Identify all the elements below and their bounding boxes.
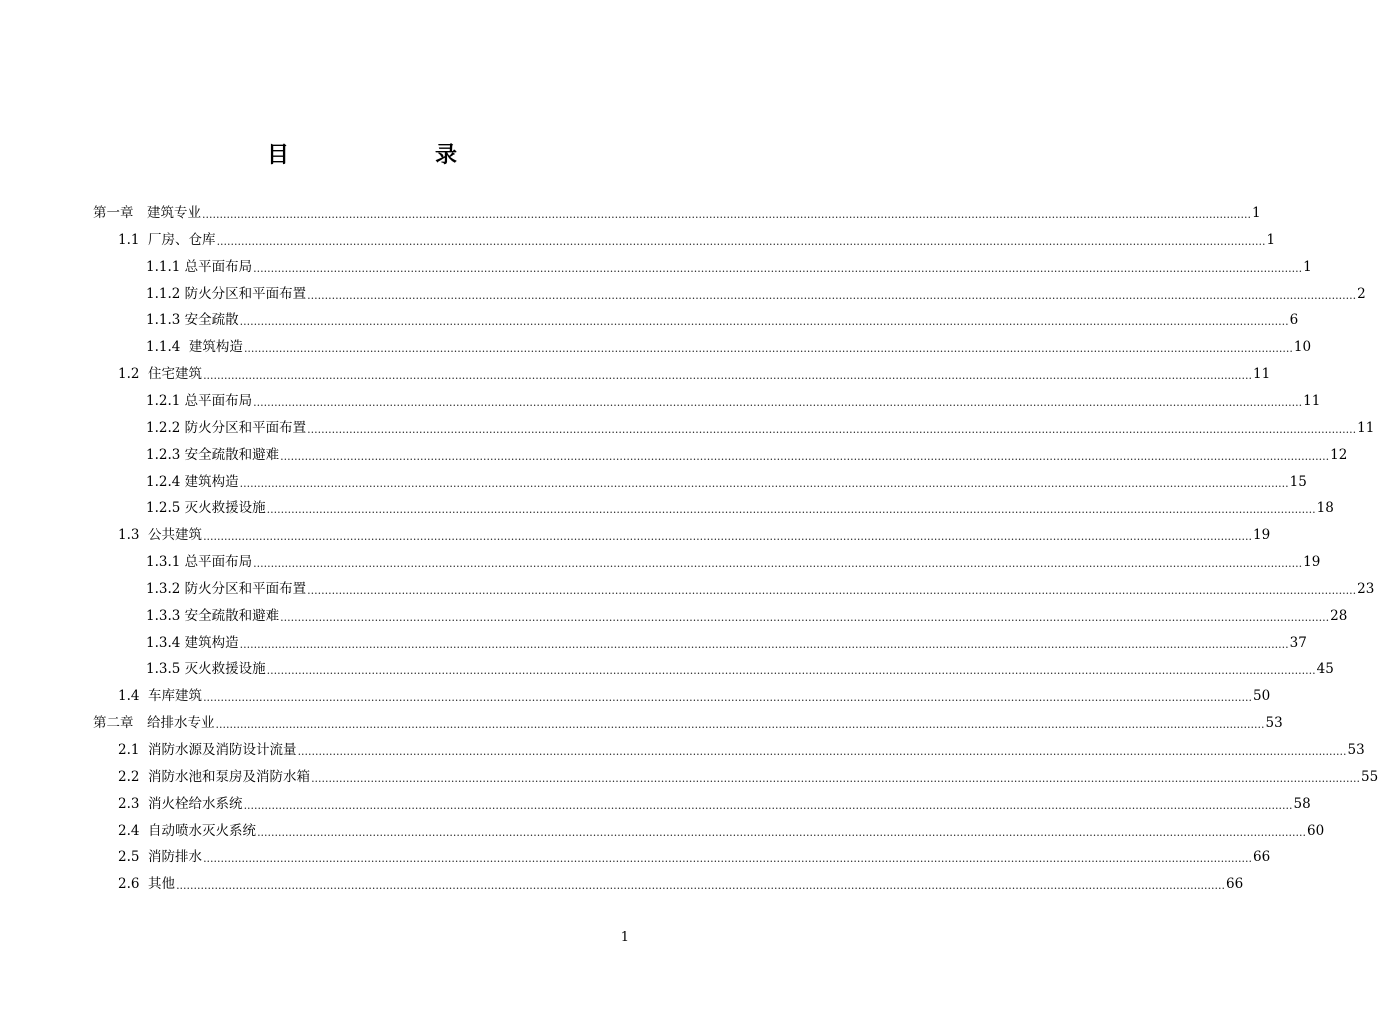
toc-leader-dots: ............................................................................................................................................................................................................................................................................................................ bbox=[203, 852, 1253, 866]
toc-entry-label: 1.1 厂房、仓库 bbox=[118, 231, 216, 248]
toc-leader-dots: ............................................................................................................................................................................................................................................................................................................ bbox=[307, 583, 1357, 597]
toc-entry[interactable] bbox=[146, 442, 1348, 464]
toc-entry-page: 23 bbox=[1357, 580, 1375, 597]
toc-entry[interactable] bbox=[146, 495, 1334, 517]
page-title: 目 录 bbox=[266, 142, 491, 168]
toc-leader-dots: ............................................................................................................................................................................................................................................................................................................ bbox=[203, 530, 1253, 544]
toc-leader-dots: ............................................................................................................................................................................................................................................................................................................ bbox=[266, 664, 1316, 678]
toc-entry-page: 11 bbox=[1357, 419, 1375, 436]
toc-entry-page: 53 bbox=[1265, 715, 1283, 732]
toc-entry[interactable] bbox=[146, 254, 1312, 276]
toc-leader-dots: ............................................................................................................................................................................................................................................................................................................ bbox=[253, 557, 1303, 571]
toc-leader-dots: ............................................................................................................................................................................................................................................................................................................ bbox=[307, 288, 1357, 302]
toc-leader-dots: ............................................................................................................................................................................................................................................................................................................ bbox=[253, 395, 1303, 409]
toc-leader-dots: ............................................................................................................................................................................................................................................................................................................ bbox=[297, 745, 1347, 758]
toc-entry[interactable] bbox=[118, 522, 1271, 544]
toc-entry[interactable] bbox=[146, 549, 1321, 571]
toc-entry-page: 2 bbox=[1357, 285, 1366, 302]
toc-leader-dots: ............................................................................................................................................................................................................................................................................................................ bbox=[280, 610, 1330, 624]
toc-leader-dots: ............................................................................................................................................................................................................................................................................................................ bbox=[243, 798, 1293, 812]
toc-entry-label: 1.2 住宅建筑 bbox=[118, 366, 203, 383]
toc-leader-dots: ............................................................................................................................................................................................................................................................................................................ bbox=[257, 825, 1307, 839]
toc-entry-page: 58 bbox=[1293, 795, 1311, 812]
toc-entry[interactable] bbox=[146, 603, 1348, 625]
toc-leader-dots: ............................................................................................................................................................................................................................................................................................................ bbox=[203, 369, 1253, 383]
toc-entry-page: 19 bbox=[1303, 554, 1321, 571]
toc-leader-dots: ............................................................................................................................................................................................................................................................................................................ bbox=[216, 234, 1266, 248]
toc-entry-page: 15 bbox=[1289, 473, 1307, 490]
toc-entry[interactable] bbox=[118, 227, 1276, 249]
toc-leader-dots: ............................................................................................................................................................................................................................................................................................................ bbox=[202, 208, 1251, 221]
toc-entry[interactable] bbox=[93, 710, 1283, 732]
toc-entry-page: 66 bbox=[1226, 876, 1244, 893]
toc-leader-dots: ............................................................................................................................................................................................................................................................................................................ bbox=[243, 342, 1293, 356]
toc-leader-dots: ............................................................................................................................................................................................................................................................................................................ bbox=[176, 879, 1226, 893]
toc-entry-label: 2.4 自动喷水灭火系统 bbox=[118, 822, 257, 839]
toc-entry-label: 1.3.1 总平面布局 bbox=[146, 554, 253, 571]
toc-leader-dots: ............................................................................................................................................................................................................................................................................................................ bbox=[239, 637, 1289, 651]
toc-leader-dots: ............................................................................................................................................................................................................................................................................................................ bbox=[239, 476, 1289, 490]
toc-entry-page: 28 bbox=[1330, 607, 1348, 624]
page-number: 1 bbox=[620, 930, 629, 945]
toc-leader-dots: ............................................................................................................................................................................................................................................................................................................ bbox=[203, 691, 1253, 705]
toc-entry[interactable] bbox=[146, 469, 1307, 491]
toc-entry[interactable] bbox=[146, 281, 1366, 303]
toc-entry-page: 19 bbox=[1253, 527, 1271, 544]
toc-entry-label: 1.2.4 建筑构造 bbox=[146, 473, 239, 490]
toc-entry[interactable] bbox=[118, 791, 1311, 813]
toc-entry-label: 1.2.1 总平面布局 bbox=[146, 392, 253, 409]
toc-leader-dots: ............................................................................................................................................................................................................................................................................................................ bbox=[307, 422, 1357, 436]
toc-leader-dots: ............................................................................................................................................................................................................................................................................................................ bbox=[239, 315, 1289, 329]
toc-entry-page: 53 bbox=[1347, 742, 1365, 758]
toc-leader-dots: ............................................................................................................................................................................................................................................................................................................ bbox=[266, 503, 1316, 517]
toc-leader-dots: ............................................................................................................................................................................................................................................................................................................ bbox=[280, 449, 1330, 463]
toc-entry-page: 66 bbox=[1253, 849, 1271, 866]
toc-entry-label: 1.4 车库建筑 bbox=[118, 688, 203, 705]
toc-entry-page: 11 bbox=[1303, 392, 1321, 409]
toc-leader-dots: ............................................................................................................................................................................................................................................................................................................ bbox=[215, 718, 1265, 732]
toc-entry-label: 第二章 给排水专业 bbox=[93, 715, 215, 732]
toc-entry-page: 1 bbox=[1303, 258, 1312, 275]
toc-entry-label: 2.3 消火栓给水系统 bbox=[118, 795, 243, 812]
toc-entry-label: 2.1 消防水源及消防设计流量 bbox=[118, 742, 297, 758]
toc-entry-label: 1.3.5 灭火救援设施 bbox=[146, 661, 266, 678]
toc-entry[interactable] bbox=[118, 764, 1378, 786]
toc-entry-page: 55 bbox=[1361, 768, 1378, 785]
toc-entry-label: 1.3.2 防火分区和平面布置 bbox=[146, 580, 307, 597]
toc-entry-page: 50 bbox=[1253, 688, 1271, 705]
toc-entry-page: 60 bbox=[1307, 822, 1325, 839]
toc-entry-label: 2.6 其他 bbox=[118, 876, 176, 893]
toc-entry[interactable] bbox=[118, 844, 1271, 866]
toc-entry-page: 6 bbox=[1289, 312, 1299, 329]
toc-leader-dots: ............................................................................................................................................................................................................................................................................................................ bbox=[311, 771, 1361, 785]
toc-entry-page: 11 bbox=[1253, 366, 1271, 383]
toc-entry-page: 10 bbox=[1293, 339, 1312, 356]
toc-entry-label: 1.1.1 总平面布局 bbox=[146, 258, 253, 275]
toc-entry-page: 18 bbox=[1316, 500, 1334, 517]
toc-entry-label: 2.2 消防水池和泵房及消防水箱 bbox=[118, 768, 311, 785]
toc-entry[interactable] bbox=[118, 737, 1365, 759]
toc-entry-page: 45 bbox=[1316, 661, 1334, 678]
toc-entry-page: 1 bbox=[1251, 205, 1261, 221]
toc-entry-label: 2.5 消防排水 bbox=[118, 849, 203, 866]
toc-entry-page: 12 bbox=[1330, 446, 1348, 463]
toc-entry[interactable] bbox=[146, 307, 1299, 329]
toc-entry-label: 1.3.4 建筑构造 bbox=[146, 634, 239, 651]
toc-entry[interactable] bbox=[118, 361, 1271, 383]
toc-entry[interactable] bbox=[118, 818, 1325, 840]
toc-entry-label: 1.3 公共建筑 bbox=[118, 527, 203, 544]
toc-entry-label: 1.3.3 安全疏散和避难 bbox=[146, 607, 280, 624]
toc-entry[interactable] bbox=[118, 871, 1244, 893]
toc-entry-label: 1.2.3 安全疏散和避难 bbox=[146, 446, 280, 463]
toc-entry-label: 第一章 建筑专业 bbox=[93, 205, 201, 221]
toc-entry[interactable] bbox=[146, 656, 1334, 678]
toc-entry-page: 1 bbox=[1266, 231, 1276, 248]
toc-entry-label: 1.1.4 建筑构造 bbox=[146, 339, 243, 356]
toc-entry-page: 37 bbox=[1289, 634, 1307, 651]
toc-entry[interactable] bbox=[146, 334, 1312, 356]
toc-entry[interactable] bbox=[146, 630, 1307, 652]
toc-entry[interactable] bbox=[146, 415, 1375, 437]
toc-entry-label: 1.1.3 安全疏散 bbox=[146, 312, 239, 329]
toc-entry[interactable] bbox=[93, 200, 1261, 222]
toc-entry[interactable] bbox=[146, 576, 1375, 598]
toc-entry-label: 1.2.2 防火分区和平面布置 bbox=[146, 419, 307, 436]
toc-entry-label: 1.1.2 防火分区和平面布置 bbox=[146, 285, 307, 302]
toc-leader-dots: ............................................................................................................................................................................................................................................................................................................ bbox=[253, 261, 1303, 275]
toc-entry[interactable] bbox=[146, 388, 1321, 410]
toc-entry-label: 1.2.5 灭火救援设施 bbox=[146, 500, 266, 517]
toc-entry[interactable] bbox=[118, 683, 1271, 705]
